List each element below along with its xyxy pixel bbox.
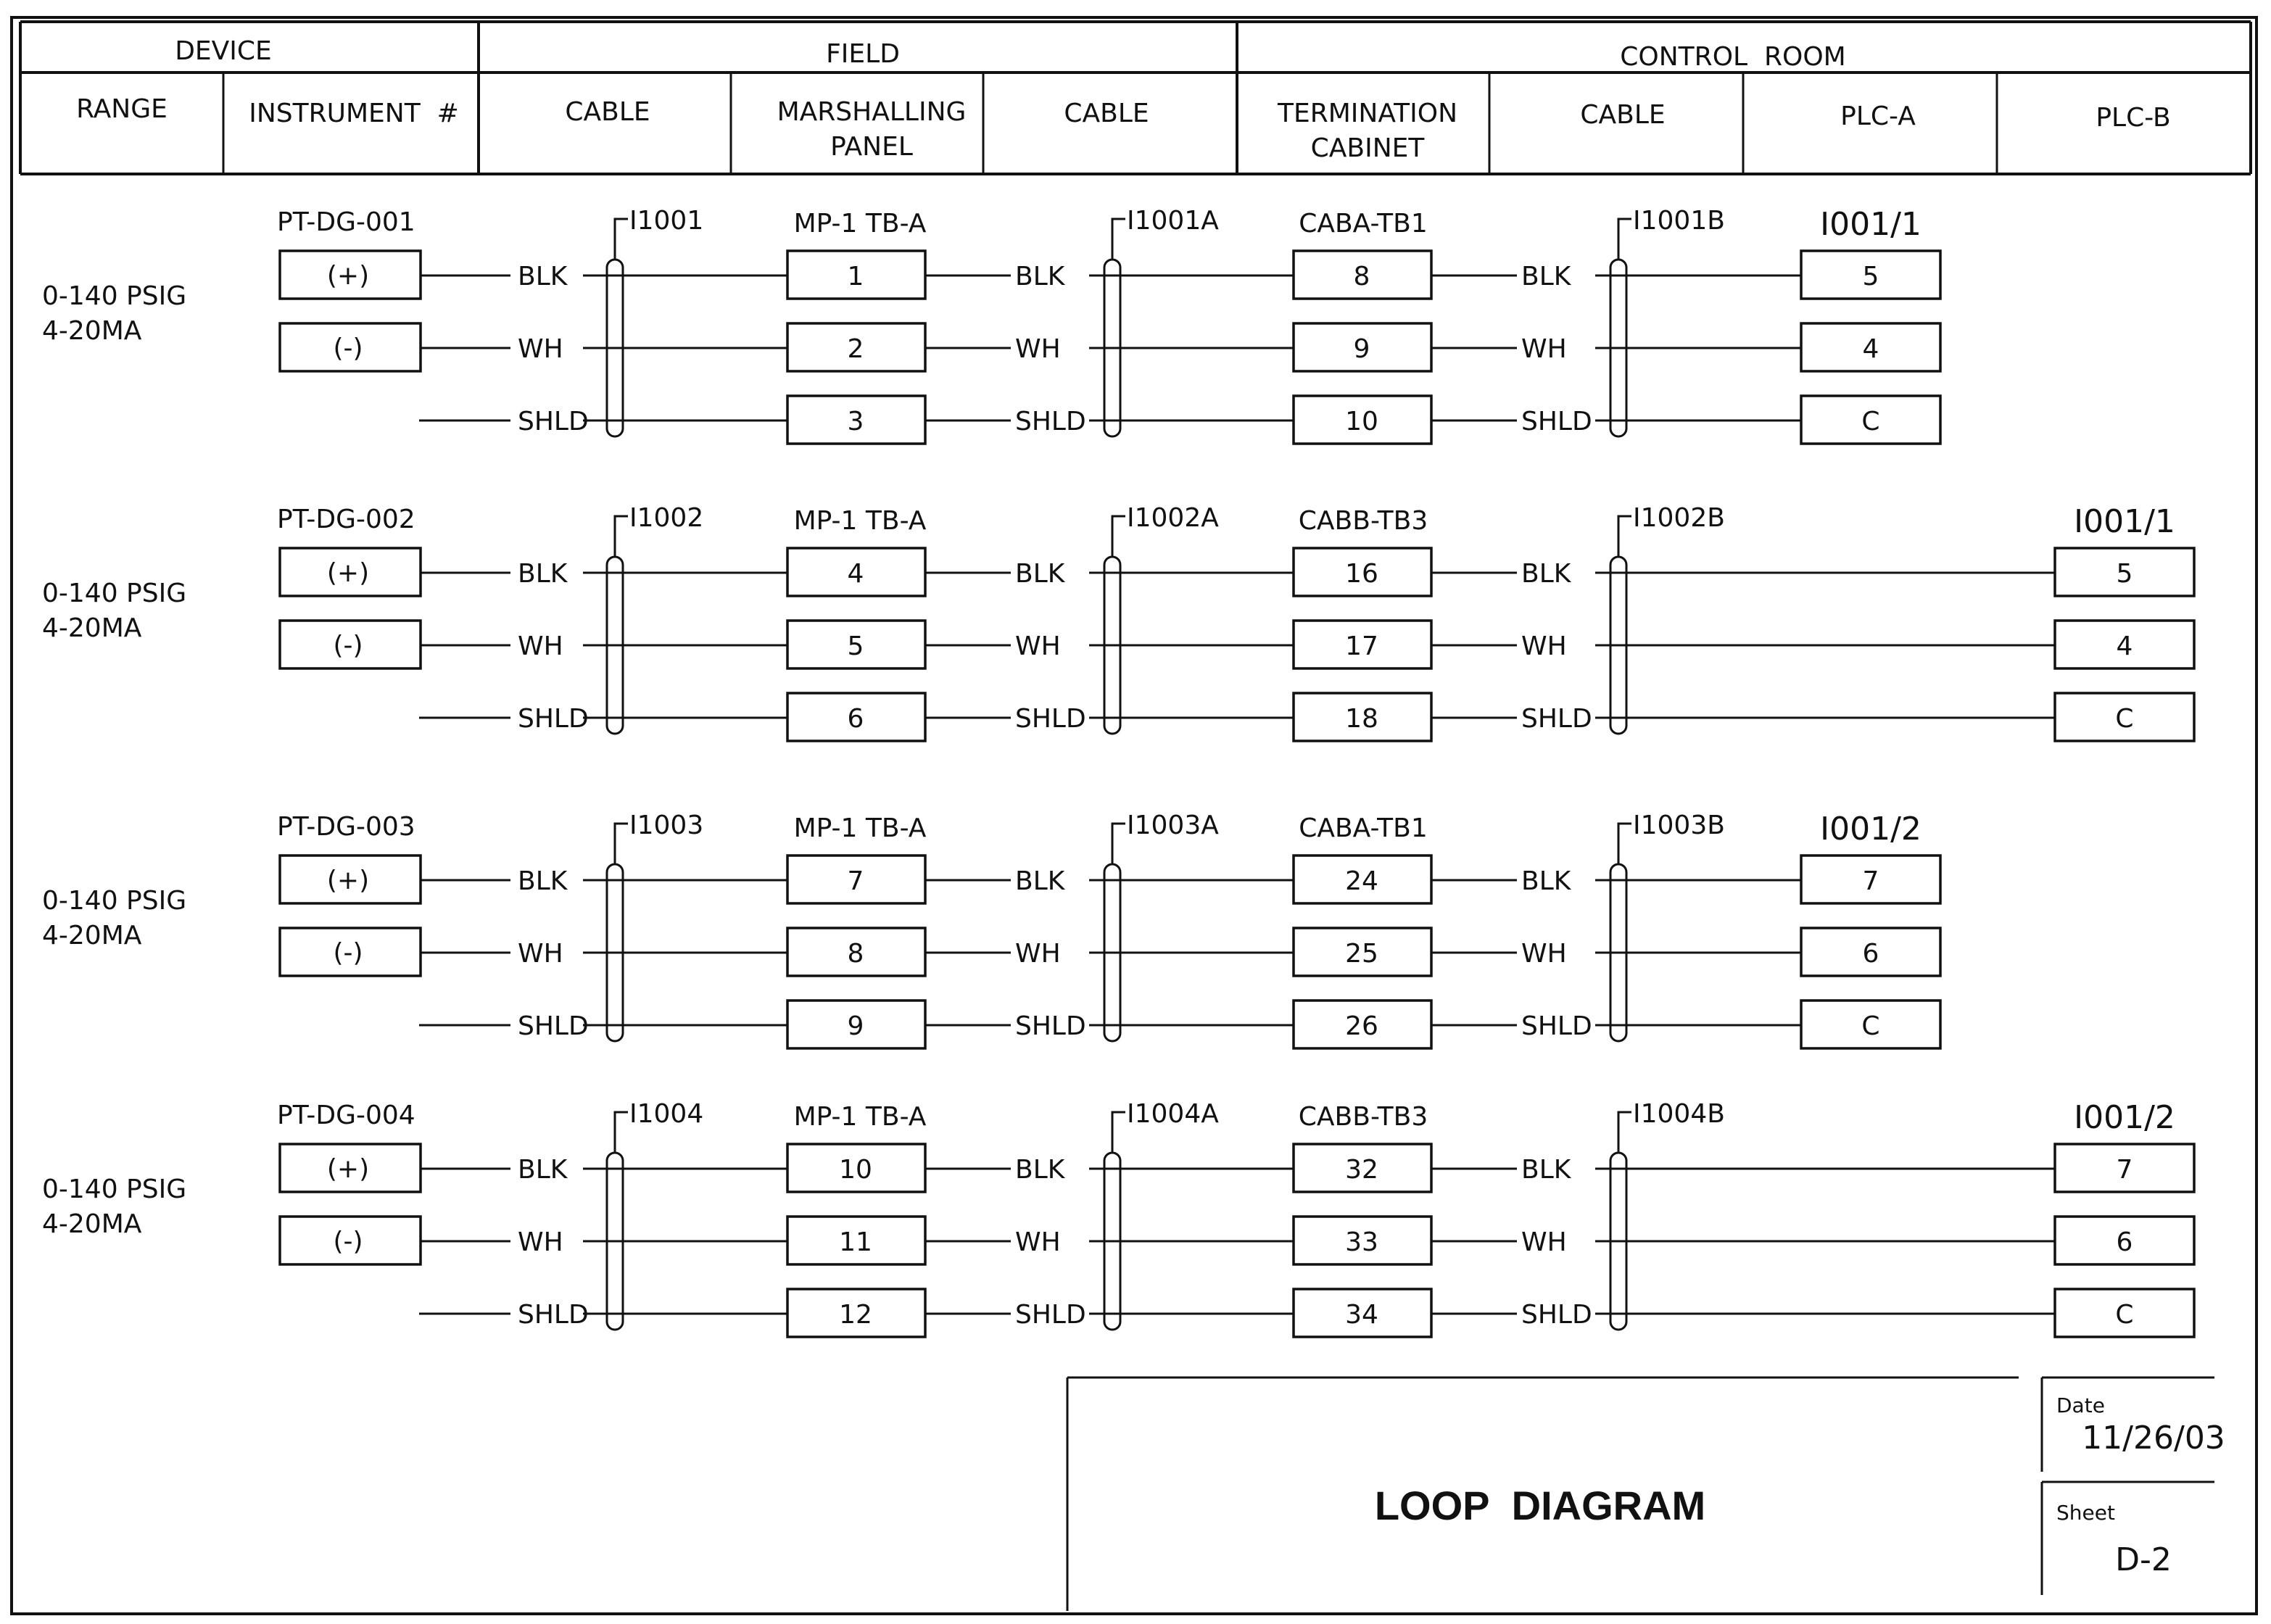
cr-cable-label: I1004B [1633,1099,1725,1129]
field-cable-leader [615,1112,628,1153]
loop-signal: 4-20MA [42,921,142,950]
loop-range: 0-140 PSIG [42,886,187,916]
instrument-terminal-label: (-) [333,631,363,660]
mid-cable-leader [1112,516,1125,557]
termination-cabinet-label: CABA-TB1 [1299,813,1428,843]
wire-label: BLK [518,262,568,291]
plc-terminal-number: C [2115,704,2134,734]
mp-terminal-number: 11 [839,1227,872,1257]
mp-terminal-number: 2 [847,334,864,364]
cr-cable-label: I1001B [1633,206,1725,236]
tc-terminal-number: 8 [1353,262,1370,291]
mp-terminal-number: 6 [847,704,864,734]
tc-terminal-number: 18 [1345,704,1378,734]
plc-io-label: I001/2 [1820,811,1922,848]
wire-label: WH [518,1227,563,1257]
header-field-cable: CABLE [565,97,650,127]
field-cable-leader [615,516,628,557]
header-plc-b: PLC-B [2096,103,2171,133]
wire-label: SHLD [1015,1011,1086,1041]
instrument-terminal-label: (-) [333,1227,363,1256]
mp-terminal-number: 3 [847,407,864,436]
plc-io-label: I001/2 [2074,1099,2175,1136]
header-marshalling-panel: MARSHALLING PANEL [777,97,967,162]
marshalling-panel-label: MP-1 TB-A [793,209,927,239]
mid-cable-label: I1004A [1127,1099,1219,1129]
wire-label: SHLD [1015,407,1086,436]
plc-terminal-number: 7 [2116,1155,2133,1185]
mid-cable-leader [1112,1112,1125,1153]
instrument-tag: PT-DG-002 [277,505,415,534]
wire-label: WH [1015,1227,1061,1257]
wire-label: BLK [1015,559,1065,589]
mp-terminal-number: 5 [847,631,864,661]
loop-range: 0-140 PSIG [42,579,187,608]
tc-terminal-number: 34 [1345,1300,1378,1330]
mp-terminal-number: 7 [847,866,864,896]
termination-cabinet-label: CABB-TB3 [1298,506,1428,536]
marshalling-panel-label: MP-1 TB-A [793,1102,927,1132]
wire-label: BLK [518,866,568,896]
mid-cable-label: I1003A [1127,811,1219,840]
wire-label: SHLD [1015,704,1086,734]
mp-terminal-number: 8 [847,939,864,969]
diagram-title: LOOP DIAGRAM [1374,1483,1706,1528]
instrument-terminal-label: (+) [326,1154,370,1184]
loop-1 [42,206,1940,444]
wire-label: BLK [1521,559,1571,589]
wire-label: BLK [1521,1155,1571,1185]
plc-terminal-number: C [1861,407,1880,436]
wire-label: BLK [1521,866,1571,896]
plc-terminal-number: C [2115,1300,2134,1330]
wire-label: BLK [1015,1155,1065,1185]
plc-terminal-number: 5 [1862,262,1879,291]
wire-label: SHLD [518,704,589,734]
wire-label: BLK [518,1155,568,1185]
wire-label: WH [1521,939,1567,969]
instrument-tag: PT-DG-001 [277,207,415,237]
wire-label: WH [518,334,563,364]
mp-terminal-number: 1 [847,262,864,291]
sheet-value: D-2 [2115,1541,2172,1578]
plc-terminal-number: 6 [1862,939,1879,969]
wire-label: SHLD [1521,704,1592,734]
plc-terminal-number: 7 [1862,866,1879,896]
loop-4 [42,1099,2194,1337]
header-plc-a: PLC-A [1840,102,1916,131]
wire-label: WH [1521,334,1567,364]
cr-cable-label: I1002B [1633,503,1725,533]
loop-signal: 4-20MA [42,316,142,346]
loop-signal: 4-20MA [42,613,142,643]
plc-terminal-number: 5 [2116,559,2133,589]
instrument-terminal-label: (+) [326,558,370,588]
plc-terminal-number: 4 [1862,334,1879,364]
loop-range: 0-140 PSIG [42,1174,187,1204]
instrument-tag: PT-DG-003 [277,812,415,842]
header-device: DEVICE [175,36,272,66]
termination-cabinet-label: CABB-TB3 [1298,1102,1428,1132]
field-cable-label: I1004 [629,1099,704,1129]
plc-io-label: I001/1 [1820,206,1922,243]
wire-label: SHLD [518,1300,589,1330]
header-table [20,22,2251,174]
header-mid-cable: CABLE [1064,99,1149,128]
loop-2 [42,503,2194,741]
sheet-label: Sheet [2056,1501,2115,1525]
header-termination-cabinet: TERMINATION CABINET [1277,99,1458,163]
tc-terminal-number: 9 [1353,334,1370,364]
mid-cable-leader [1112,824,1125,864]
field-cable-leader [615,219,628,260]
wire-label: SHLD [1521,1011,1592,1041]
tc-terminal-number: 10 [1345,407,1378,436]
wire-label: WH [518,631,563,661]
cr-cable-label: I1003B [1633,811,1725,840]
wire-label: SHLD [1521,1300,1592,1330]
marshalling-panel-label: MP-1 TB-A [793,506,927,536]
cr-cable-leader [1618,1112,1631,1153]
instrument-terminal-label: (+) [326,866,370,895]
tc-terminal-number: 17 [1345,631,1378,661]
wire-label: BLK [1015,262,1065,291]
date-value: 11/26/03 [2082,1420,2225,1457]
instrument-tag: PT-DG-004 [277,1101,415,1130]
mp-terminal-number: 9 [847,1011,864,1041]
date-label: Date [2056,1393,2105,1417]
field-cable-label: I1001 [629,206,704,236]
wire-label: SHLD [518,1011,589,1041]
instrument-terminal-label: (-) [333,334,363,363]
tc-terminal-number: 26 [1345,1011,1378,1041]
tc-terminal-number: 25 [1345,939,1378,969]
tc-terminal-number: 24 [1345,866,1378,896]
mp-terminal-number: 10 [839,1155,872,1185]
mid-cable-label: I1001A [1127,206,1219,236]
instrument-terminal-label: (-) [333,938,363,968]
loop-range: 0-140 PSIG [42,281,187,311]
instrument-terminal-label: (+) [326,261,370,291]
loop-signal: 4-20MA [42,1209,142,1239]
loop-3 [42,811,1940,1048]
wire-label: SHLD [1015,1300,1086,1330]
mp-terminal-number: 12 [839,1300,872,1330]
header-field: FIELD [826,39,900,69]
wire-label: SHLD [1521,407,1592,436]
wire-label: SHLD [518,407,589,436]
wire-label: WH [1015,631,1061,661]
mid-cable-label: I1002A [1127,503,1219,533]
termination-cabinet-label: CABA-TB1 [1299,209,1428,239]
tc-terminal-number: 33 [1345,1227,1378,1257]
wire-label: WH [518,939,563,969]
plc-terminal-number: 6 [2116,1227,2133,1257]
cr-cable-leader [1618,516,1631,557]
cr-cable-leader [1618,824,1631,864]
cr-cable-leader [1618,219,1631,260]
tc-terminal-number: 16 [1345,559,1378,589]
header-instrument: INSTRUMENT # [249,99,459,128]
field-cable-label: I1003 [629,811,704,840]
header-control-room: CONTROL ROOM [1620,42,1846,72]
wire-label: WH [1521,1227,1567,1257]
tc-terminal-number: 32 [1345,1155,1378,1185]
wire-label: WH [1015,939,1061,969]
marshalling-panel-label: MP-1 TB-A [793,813,927,843]
mp-terminal-number: 4 [847,559,864,589]
wire-label: WH [1521,631,1567,661]
header-range: RANGE [76,94,167,124]
plc-terminal-number: 4 [2116,631,2133,661]
field-cable-label: I1002 [629,503,704,533]
wire-label: BLK [1521,262,1571,291]
loops-area [42,206,2194,1337]
field-cable-leader [615,824,628,864]
plc-terminal-number: C [1861,1011,1880,1041]
mid-cable-leader [1112,219,1125,260]
header-cr-cable: CABLE [1580,100,1666,130]
title-block [1067,1378,2225,1611]
wire-label: BLK [1015,866,1065,896]
wire-label: BLK [518,559,568,589]
plc-io-label: I001/1 [2074,503,2175,540]
wire-label: WH [1015,334,1061,364]
